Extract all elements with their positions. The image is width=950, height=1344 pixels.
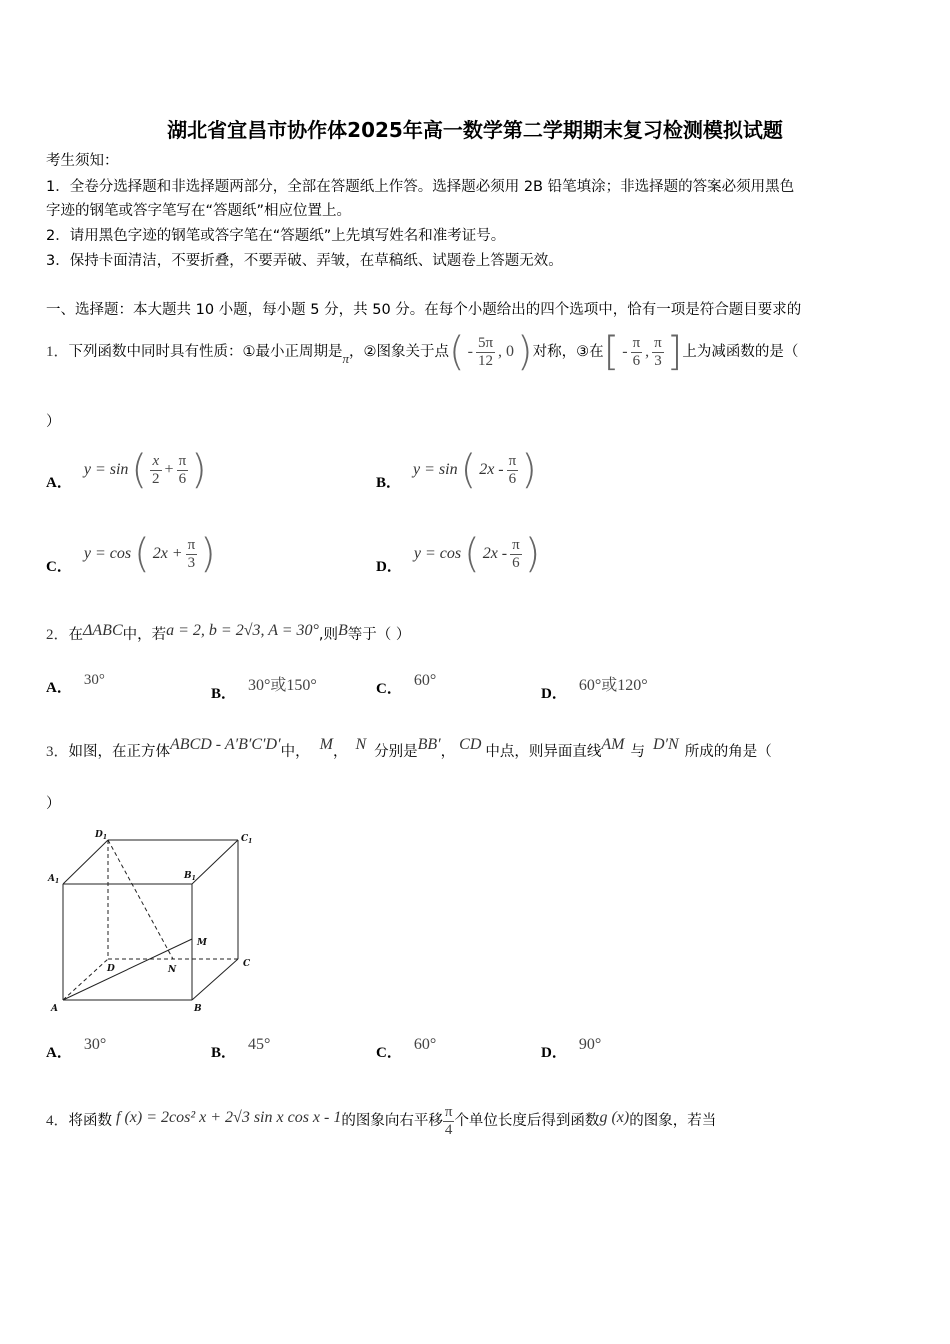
point-formula: ( - $\frac{5\pi}{12}$ , 0 ) <box>449 329 533 375</box>
label-n: N <box>168 965 177 975</box>
option-formula: y = sin ( 2x - $\frac{\pi}{6}$ ) <box>413 447 537 493</box>
option-B[interactable]: B． 45° <box>211 1036 271 1061</box>
label-m: M <box>197 938 207 948</box>
label-a: A <box>51 1004 58 1014</box>
option-A[interactable]: A． 30° <box>46 672 105 696</box>
option-C[interactable]: C． y = cos ( 2x + $\frac{\pi}{3}$ ) <box>46 531 216 577</box>
label-b: B <box>194 1004 202 1014</box>
shift-fraction: $\frac{\pi}{4}$ <box>444 1103 453 1138</box>
question-close-paren: ） <box>46 796 61 812</box>
notice-line-3: 3．保持卡面清洁，不要折叠，不要弄破、弄皱，在草稿纸、试题卷上答题无效。 <box>46 253 563 269</box>
cube-figure <box>40 820 270 1020</box>
label-c: C <box>243 959 251 969</box>
option-formula: y = sin ( $\frac{x}{2}$ + $\frac{\pi}{6}$ ) <box>83 447 207 493</box>
notice-line-2: 2．请用黑色字迹的钢笔或答字笔在“答题纸”上先填写姓名和准考证号。 <box>46 228 506 244</box>
option-B[interactable]: B． 30°或150° <box>211 677 317 702</box>
question-text: 下列函数中同时具有性质：①最小正周期是 <box>68 344 343 360</box>
edge-b1-c1 <box>192 840 238 884</box>
notice-line-1b: 字迹的钢笔或答字笔写在“答题纸”相应位置上。 <box>46 203 352 219</box>
question-4: 4． 将函数 f (x) = 2cos² x + 2√3 sin x cos x - 1 的图象向右平移 $\frac{\pi}{4}$ 个单位长度后得到函数 g (x) 的图象，若当 <box>46 1103 717 1138</box>
question-number: 1． <box>46 344 69 360</box>
question-text: 对称，③在 <box>532 344 604 360</box>
label-b1: $B_1$ <box>184 871 196 882</box>
question-text: ，②图象关于点 <box>349 344 450 360</box>
option-D[interactable]: D． 60°或120° <box>541 677 648 702</box>
label-d1: $D_1$ <box>95 830 107 841</box>
label-a1: $A_1$ <box>48 874 60 885</box>
math-pi: π <box>342 351 350 366</box>
option-D[interactable]: D． y = cos ( 2x - $\frac{\pi}{6}$ ) <box>376 531 541 577</box>
label-c1: $C_1$ <box>241 834 253 845</box>
question-close-paren: ） <box>46 414 61 430</box>
label-d: D <box>107 964 115 974</box>
notice-heading: 考生须知： <box>46 153 119 169</box>
line-d1-n <box>108 840 173 959</box>
page-title: 湖北省宜昌市协作体2025年高一数学第二学期期末复习检测模拟试题 <box>167 118 783 142</box>
notice-line-1a: 1．全卷分选择题和非选择题两部分，全部在答题纸上作答。选择题必须用 2B 铅笔填涂；非选择题的答案必须用黑色 <box>46 179 795 195</box>
option-A[interactable]: A． 30° <box>46 1036 107 1061</box>
question-2: 2． 在 ΔABC 中，若 a = 2, b = 2√3, A = 30° ,则 B 等于（ ） <box>46 622 411 643</box>
question-1 <box>46 326 798 378</box>
hidden-edge-a-d <box>63 959 108 1000</box>
option-D[interactable]: D． 90° <box>541 1036 602 1061</box>
question-3: 3． 如图，在正方体 ABCD - A′B′C′D′ 中， M ， N 分别是 BB′ ， CD 中点，则异面直线 AM 与 D′N 所成的角是（ <box>46 736 772 760</box>
option-formula: y = cos ( 2x + $\frac{\pi}{3}$ ) <box>83 531 216 577</box>
edge-b-c <box>192 959 238 1000</box>
option-C[interactable]: C． 60° <box>376 672 437 697</box>
interval-formula: [ - $\frac{\pi}{6}$ , $\frac{\pi}{3}$ ] <box>603 329 683 375</box>
option-B[interactable]: B． y = sin ( 2x - $\frac{\pi}{6}$ ) <box>376 447 537 493</box>
edge-a1-d1 <box>63 840 108 884</box>
option-A[interactable]: A． y = sin ( $\frac{x}{2}$ + $\frac{\pi}{6}$ ) <box>46 447 207 493</box>
option-C[interactable]: C． 60° <box>376 1036 437 1061</box>
question-text: 上为减函数的是（ <box>682 344 799 360</box>
section-heading: 一、选择题：本大题共 10 小题，每小题 5 分，共 50 分。在每个小题给出的四个选项中，恰有一项是符合题目要求的 <box>46 302 802 318</box>
option-formula: y = cos ( 2x - $\frac{\pi}{6}$ ) <box>413 531 541 577</box>
